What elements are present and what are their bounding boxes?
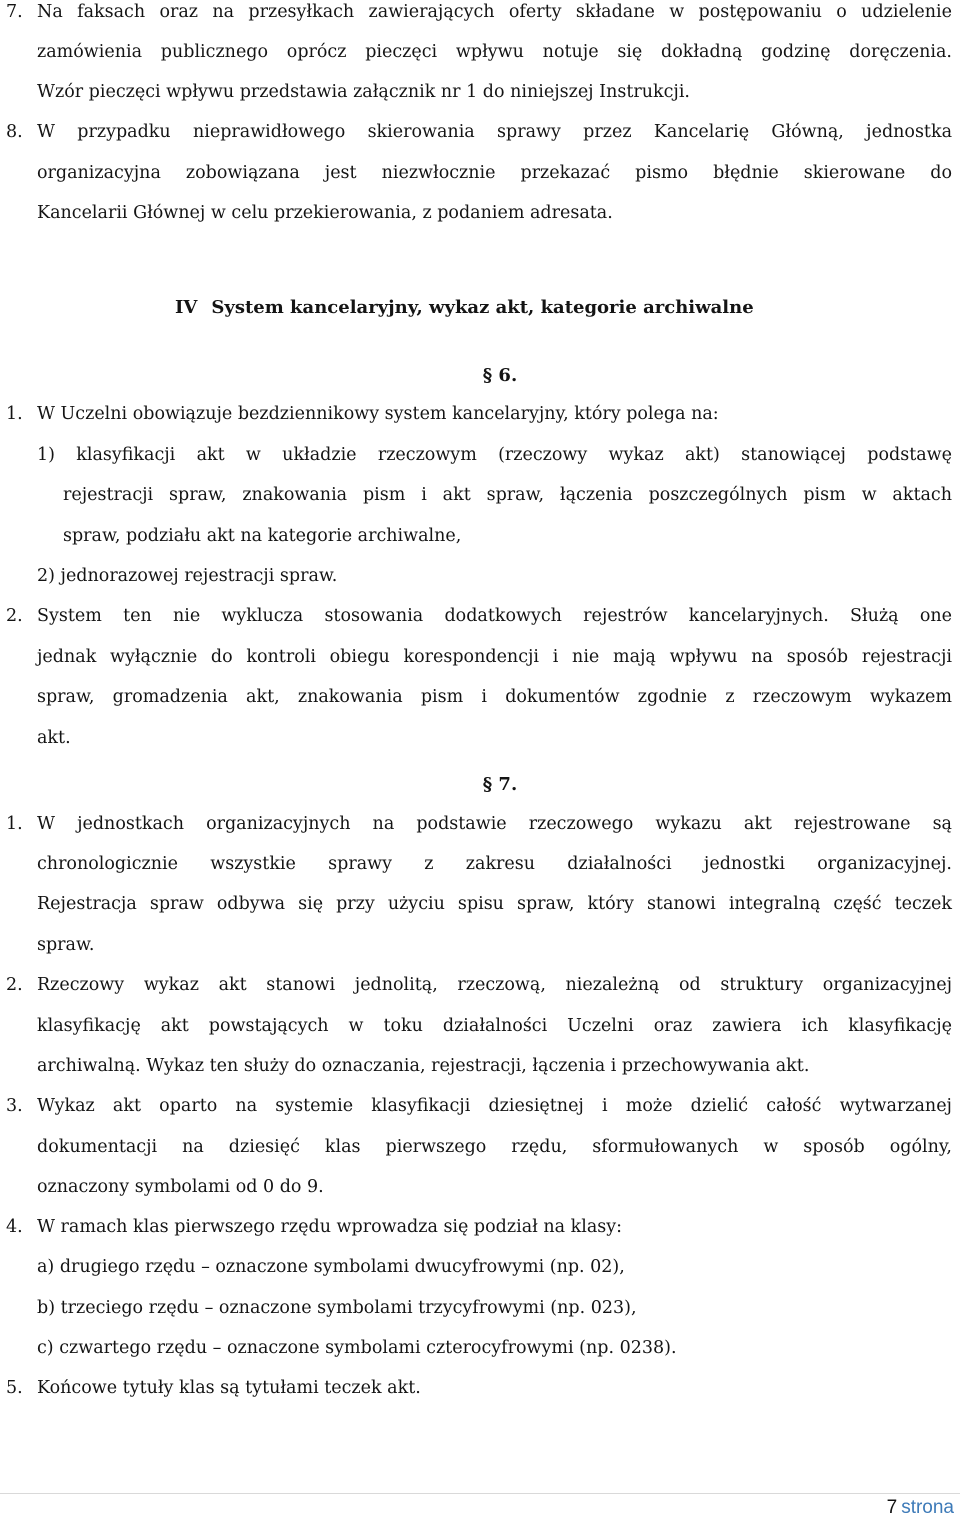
item-text: zamówienia publicznego oprócz pieczęci wpływu notuje się dokładną godzinę doręczenia. [37, 42, 952, 62]
item-number: 4. [6, 1217, 23, 1237]
item-text: W Uczelni obowiązuje bezdziennikowy system kancelaryjny, który polega na: [37, 404, 719, 424]
item-text: rejestracji spraw, znakowania pism i akt spraw, łączenia poszczególnych pism w aktach [63, 485, 952, 505]
p6-1-sub1-line-2 [0, 484, 960, 524]
p7-4-item-b [0, 1297, 960, 1337]
item-text: spraw, gromadzenia akt, znakowania pism i dokumentów zgodnie z rzeczowym wykazem [37, 687, 952, 707]
item-number: 7. [6, 2, 23, 22]
item-text: Wzór pieczęci wpływu przedstawia załącznik nr 1 do niniejszej Instrukcji. [37, 82, 690, 102]
p6-1-sub1-line-3 [0, 525, 960, 565]
item-text: Rzeczowy wykaz akt stanowi jednolitą, rzeczową, niezależną od struktury organizacyjnej [37, 975, 952, 995]
p7-2-line-1 [0, 974, 960, 1014]
item-text: Rejestracja spraw odbywa się przy użyciu spisu spraw, który stanowi integralną część teczek [37, 894, 952, 914]
item-text: akt. [37, 728, 71, 748]
page-label: strona [901, 1497, 954, 1518]
item-number: 3. [6, 1096, 23, 1116]
list-item: c) czwartego rzędu – oznaczone symbolami czterocyfrowymi (np. 0238). [37, 1338, 677, 1358]
p7-5-line [0, 1377, 960, 1417]
list-item: a) drugiego rzędu – oznaczone symbolami dwucyfrowymi (np. 02), [37, 1257, 625, 1277]
p7-3-line-3 [0, 1176, 960, 1216]
item-8-line-1 [0, 121, 960, 161]
p6-2-line-3 [0, 686, 960, 726]
item-text: klasyfikację akt powstających w toku działalności Uczelni oraz zawiera ich klasyfikację [37, 1016, 952, 1036]
item-8-line-3 [0, 202, 960, 242]
item-text: archiwalną. Wykaz ten służy do oznaczania, rejestracji, łączenia i przechowywania akt. [37, 1056, 810, 1076]
item-text: chronologicznie wszystkie sprawy z zakresu działalności jednostki organizacyjnej. [37, 854, 952, 874]
p7-1-line-3 [0, 893, 960, 933]
item-text: Końcowe tytuły klas są tytułami teczek akt. [37, 1378, 421, 1398]
page-footer [887, 1497, 954, 1519]
p6-1-sub1-line-1 [0, 444, 960, 484]
item-text: organizacyjna zobowiązana jest niezwłocznie przekazać pismo błędnie skierowane do [37, 163, 952, 183]
item-number: 8. [6, 122, 23, 142]
p7-2-line-3 [0, 1055, 960, 1095]
item-7-line-2 [0, 41, 960, 81]
section-roman-numeral: IV [175, 297, 198, 318]
p7-1-line-2 [0, 853, 960, 893]
item-text: W jednostkach organizacyjnych na podstawie rzeczowego wykazu akt rejestrowane są [37, 814, 952, 834]
p7-3-line-1 [0, 1095, 960, 1135]
p6-2-line-1 [0, 605, 960, 645]
item-text: Wykaz akt oparto na systemie klasyfikacji dziesiętnej i może dzielić całość wytwarzanej [37, 1096, 952, 1116]
item-text: spraw, podziału akt na kategorie archiwalne, [63, 526, 462, 546]
item-text: Na faksach oraz na przesyłkach zawierających oferty składane w postępowaniu o udzielenie [37, 2, 952, 22]
item-number: 5. [6, 1378, 23, 1398]
item-number: 2. [6, 606, 23, 626]
item-number: 2. [6, 975, 23, 995]
p6-1-line [0, 403, 960, 443]
footer-divider [0, 1493, 960, 1494]
item-text: oznaczony symbolami od 0 do 9. [37, 1177, 324, 1197]
item-text: Kancelarii Głównej w celu przekierowania, z podaniem adresata. [37, 203, 613, 223]
item-text: System ten nie wyklucza stosowania dodatkowych rejestrów kancelaryjnych. Służą one [37, 606, 952, 626]
item-text: spraw. [37, 935, 95, 955]
item-text: W przypadku nieprawidłowego skierowania sprawy przez Kancelarię Główną, jednostka [37, 122, 952, 142]
list-item: b) trzeciego rzędu – oznaczone symbolami trzycyfrowymi (np. 023), [37, 1298, 637, 1318]
page-number: 7 [886, 1497, 898, 1518]
p7-1-line-4 [0, 934, 960, 974]
p7-3-line-2 [0, 1136, 960, 1176]
p6-2-line-2 [0, 646, 960, 686]
p7-4-item-a [0, 1256, 960, 1296]
paragraph-6-heading: § 6. [482, 365, 518, 386]
item-number: 1. [6, 404, 23, 424]
p6-2-line-4 [0, 727, 960, 767]
item-text: jednak wyłącznie do kontroli obiegu korespondencji i nie mają wpływu na sposób rejestracji [37, 647, 952, 667]
section-heading [0, 296, 960, 326]
p7-2-line-2 [0, 1015, 960, 1055]
item-7-line-3 [0, 81, 960, 121]
paragraph-7-heading: § 7. [482, 774, 518, 795]
item-text: 1) klasyfikacji akt w układzie rzeczowym (rzeczowy wykaz akt) stanowiącej podstawę [37, 445, 952, 465]
p7-4-item-c [0, 1337, 960, 1377]
p6-1-sub2-line [0, 565, 960, 605]
item-7-line-1 [0, 1, 960, 41]
item-8-line-2 [0, 162, 960, 202]
item-number: 1. [6, 814, 23, 834]
item-text: 2) jednorazowej rejestracji spraw. [37, 566, 338, 586]
p7-1-line-1 [0, 813, 960, 853]
p7-4-line [0, 1216, 960, 1256]
item-text: dokumentacji na dziesięć klas pierwszego rzędu, sformułowanych w sposób ogólny, [37, 1137, 952, 1157]
item-text: W ramach klas pierwszego rzędu wprowadza się podział na klasy: [37, 1217, 623, 1237]
section-title: System kancelaryjny, wykaz akt, kategorie archiwalne [211, 297, 754, 318]
